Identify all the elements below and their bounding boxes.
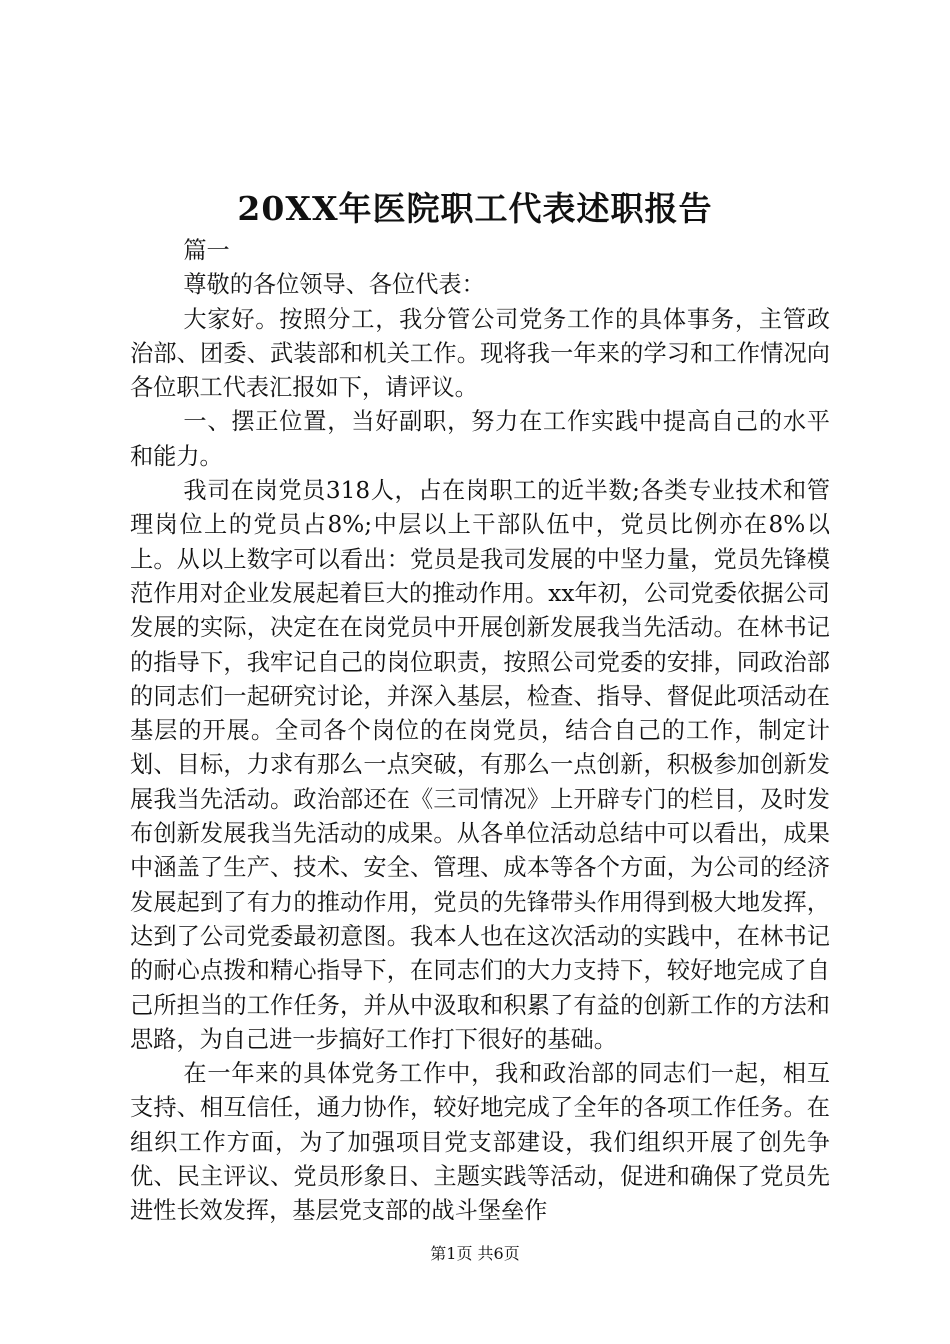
- document-body: [130, 234, 830, 1229]
- paragraph-intro: 大家好。按照分工，我分管公司党务工作的具体事务，主管政治部、团委、武装部和机关工作。现将我一年来的学习和工作情况向各位职工代表汇报如下，请评议。: [130, 305, 830, 402]
- section-label: 篇一: [183, 237, 230, 264]
- salutation: 尊敬的各位领导、各位代表：: [183, 271, 485, 299]
- paragraph-party-members: 我司在岗党员318人，占在岗职工的近半数;各类专业技术和管理岗位上的党员占8%;中层以上干部队伍中，党员比例亦在8%以上。从以上数字可以看出：党员是我司发展的中坚力量，党员先锋模范作用对企业发展起着巨大的推动作用。xx年初，公司党委依据公司发展的实际，决定在在岗党员中开展创新发展我当先活动。在林书记的指导下，我牢记自己的岗位职责，按照公司党委的安排，同政治部的同志们一起研究讨论，并深入基层，检查、指导、督促此项活动在基层的开展。全司各个岗位的在岗党员，结合自己的工作，制定计划、目标，力求有那么一点突破，有那么一点创新，积极参加创新发展我当先活动。政治部还在《三司情况》上开辟专门的栏目，及时发布创新发展我当先活动的成果。从各单位活动总结中可以看出，成果中涵盖了生产、技术、安全、管理、成本等各个方面，为公司的经济发展起到了有力的推动作用，党员的先锋带头作用得到极大地发挥，达到了公司党委最初意图。我本人也在这次活动的实践中，在林书记的耐心点拨和精心指导下，在同志们的大力支持下，较好地完成了自己所担当的工作任务，并从中汲取和积累了有益的创新工作的方法和思路，为自己进一步搞好工作打下很好的基础。: [130, 477, 830, 1053]
- page-number: 第1页 共6页: [430, 1244, 520, 1263]
- document-title: 20XX年医院职工代表述职报告: [237, 189, 713, 228]
- paragraph-party-work: 在一年来的具体党务工作中，我和政治部的同志们一起，相互支持、相互信任，通力协作，较好地完成了全年的各项工作任务。在组织工作方面，为了加强项目党支部建设，我们组织开展了创先争优、民主评议、党员形象日、主题实践等活动，促进和确保了党员先进性长效发挥，基层党支部的战斗堡垒作: [130, 1060, 830, 1225]
- paragraph-heading-one: 一、摆正位置，当好副职，努力在工作实践中提高自己的水平和能力。: [130, 408, 830, 470]
